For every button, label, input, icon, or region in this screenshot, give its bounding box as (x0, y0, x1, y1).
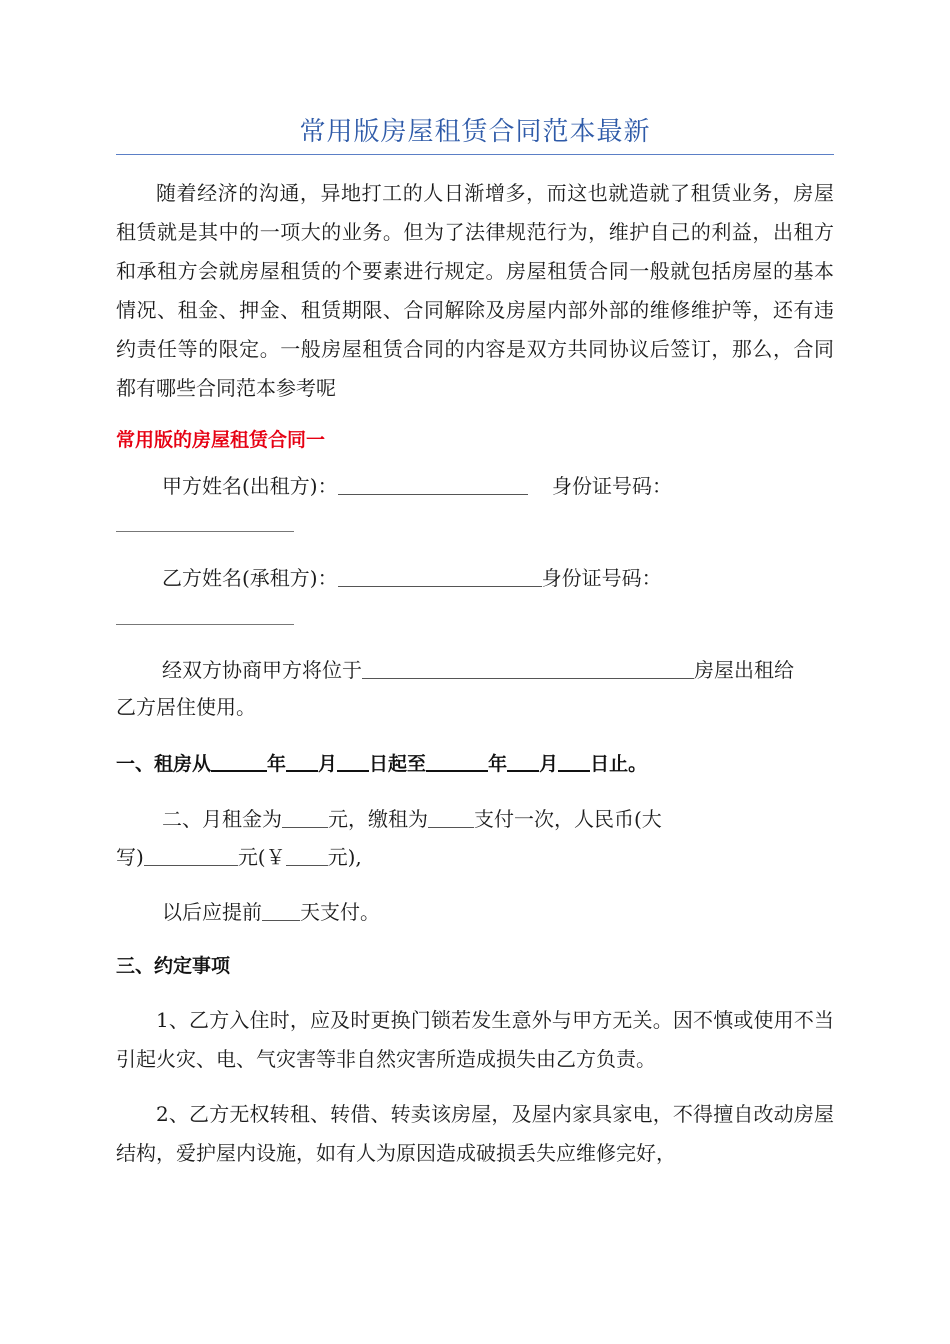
party-a-name-blank (338, 472, 528, 495)
title-underline (116, 154, 834, 155)
party-b-label: 乙方姓名(承租方)： (162, 566, 338, 590)
advance-label: 以后应提前 (162, 900, 262, 924)
term-start-month-blank (286, 748, 318, 772)
section-3-heading: 三、约定事项 (116, 955, 231, 977)
term-label-from: 一、租房从 (116, 753, 212, 775)
document-title: 常用版房屋租赁合同范本最新 (299, 117, 651, 147)
location-line-2: 乙方居住使用。 (116, 695, 256, 719)
clause-item-1: 1、乙方入住时，应及时更换门锁若发生意外与甲方无关。因不慎或使用不当引起火灾、电、气灾害等非自然灾害所造成损失由乙方负责。 (116, 1008, 834, 1071)
location-prefix: 经双方协商甲方将位于 (162, 658, 362, 682)
rent-line-1 (162, 804, 662, 834)
rent-uppercase-label: 写) (116, 845, 144, 869)
rent-period-label: 元，缴租为 (328, 807, 428, 831)
rent-line-2 (116, 842, 362, 872)
advance-line (162, 897, 380, 927)
term-end-year-blank (426, 748, 488, 772)
term-end-day-blank (558, 748, 590, 772)
party-b-id-label: 身份证号码： (541, 566, 662, 590)
intro-paragraph: 随着经济的沟通，异地打工的人日渐增多，而这也就造就了租赁业务，房屋租赁就是其中的一项大的业务。但为了法律规范行为，维护自己的利益，出租方和承租方会就房屋租赁的个要素进行规定。房屋租赁合同一般就包括房屋的基本情况、租金、押金、租赁期限、合同解除及房屋内部外部的维修维护等，还有违约责任等的限定。一般房屋租赁合同的内容是双方共同协议后签订，那么，合同都有哪些合同范本参考呢 (116, 181, 834, 400)
section-title: 常用版的房屋租赁合同一 (116, 429, 326, 451)
party-a-id-label: 身份证号码： (551, 474, 672, 498)
rent-yuan-close: 元), (327, 845, 362, 869)
rent-amount-blank (282, 805, 328, 828)
location-suffix: 房屋出租给 (694, 658, 794, 682)
rent-yuan-blank (286, 843, 328, 866)
party-b-name-blank (338, 564, 542, 587)
rent-rmb-label: 支付一次，人民币(大 (474, 807, 662, 831)
rent-uppercase-blank (144, 843, 238, 866)
term-end-month-blank (507, 748, 539, 772)
term-label-end: 日止。 (590, 753, 648, 775)
term-month-1: 月 (318, 753, 338, 775)
term-start-year-blank (211, 748, 267, 772)
clause-item-2: 2、乙方无权转租、转借、转卖该房屋，及屋内家具家电，不得擅自改动房屋结构，爱护屋内设施，如有人为原因造成破损丢失应维修完好， (116, 1102, 834, 1165)
location-blank (362, 656, 694, 679)
party-b-line (162, 563, 662, 593)
term-label-to: 日起至 (369, 753, 427, 775)
advance-suffix: 天支付。 (300, 900, 380, 924)
term-year-1: 年 (267, 753, 287, 775)
advance-days-blank (262, 898, 300, 921)
rent-period-blank (428, 805, 474, 828)
rent-label: 二、月租金为 (162, 807, 282, 831)
term-year-2: 年 (488, 753, 508, 775)
party-a-id-blank (116, 531, 294, 532)
party-a-label: 甲方姓名(出租方)： (162, 474, 338, 498)
party-a-line (162, 471, 672, 501)
term-month-2: 月 (539, 753, 559, 775)
term-clause (116, 748, 647, 779)
term-start-day-blank (337, 748, 369, 772)
rent-yuan-label: 元(￥ (237, 845, 286, 869)
location-line (162, 655, 794, 685)
party-b-id-blank (116, 624, 294, 625)
